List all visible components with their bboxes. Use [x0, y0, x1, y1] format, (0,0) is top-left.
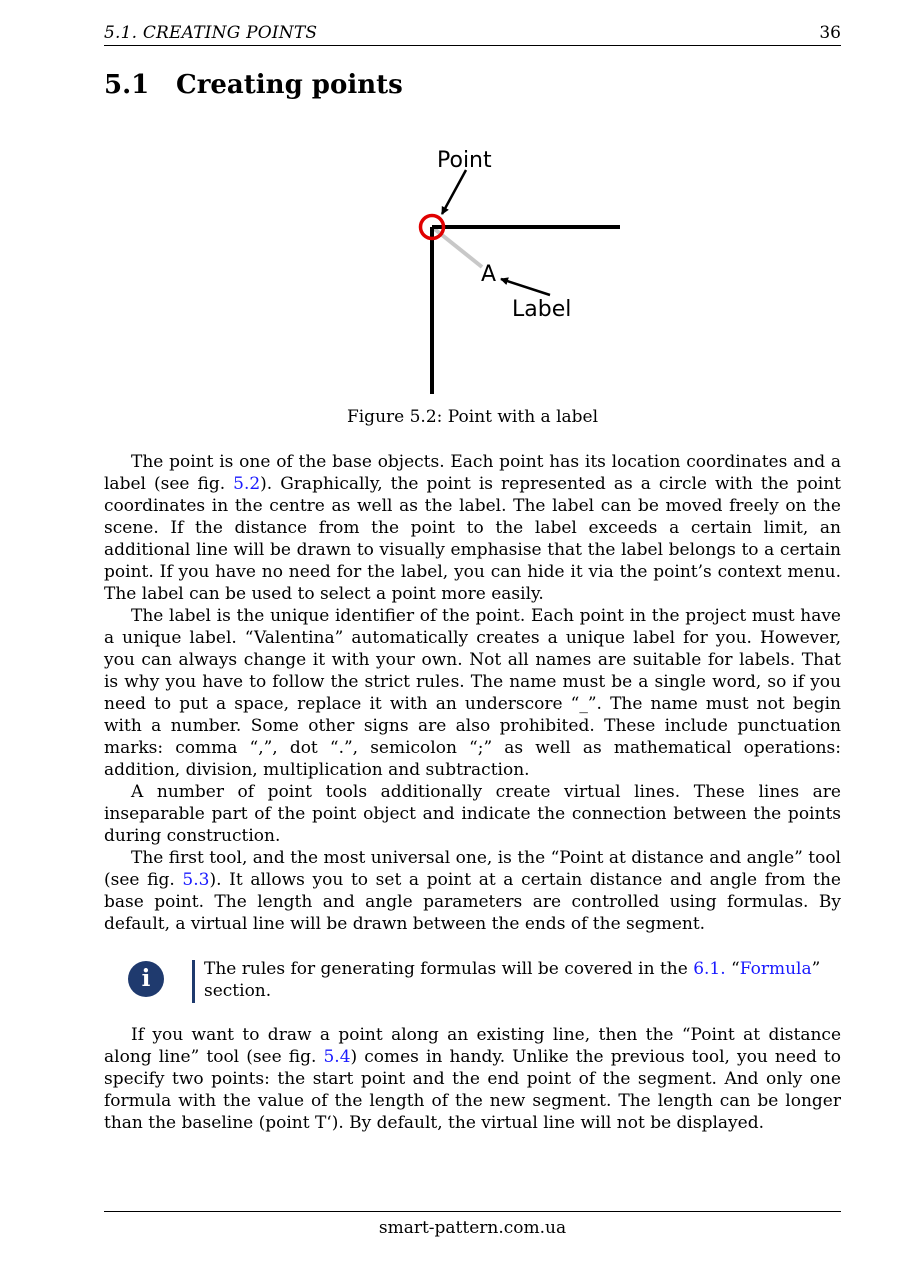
label-connector-line [432, 227, 482, 267]
info-note [104, 958, 841, 1008]
note-accent-bar [192, 960, 195, 1003]
paragraph-1-text-a: The point is one of the base objects. Each point has its location coordinates and a label (see fig. [104, 452, 841, 494]
paragraph-4-text-a: The first tool, and the most universal one, is the “Point at distance and angle” tool (see fig. [104, 848, 841, 890]
paragraph-5-text-a: If you want to draw a point along an existing line, then the “Point at distance along line” tool (see fig. [104, 1025, 841, 1067]
label-caption-text: Label [512, 297, 572, 322]
paragraph-1-text-b: ). Graphically, the point is represented as a circle with the point coordinates in the centre as well as the label. The label can be moved freely on the scene. If the distance from the point to the label exceeds a certain limit, an additional line will be drawn to visually emphasise that the label belongs to a certain point. If you have no need for the label, you can hide it via the point’s context menu. The label can be used to select a point more easily. [104, 474, 841, 604]
section-number: 5.1 [104, 70, 150, 100]
paragraph-4 [104, 847, 841, 935]
figure-caption: Figure 5.2: Point with a label [346, 407, 599, 427]
point-diagram [400, 140, 630, 400]
info-icon: i [128, 961, 164, 997]
label-arrow [501, 279, 550, 295]
document-page [104, 0, 841, 1286]
section-name-link[interactable]: Formula [739, 959, 812, 979]
note-text-a: The rules for generating formulas will be covered in the [204, 959, 694, 979]
note-text-b: ” section. [204, 959, 821, 1001]
page-number: 36 [819, 23, 841, 43]
note-text-mid: “ [725, 959, 740, 979]
point-arrow [442, 170, 466, 214]
figure-reference-link[interactable]: 5.3 [182, 870, 210, 890]
section-title: Creating points [176, 70, 403, 100]
paragraph-5-text-b: ) comes in handy. Unlike the previous tool, you need to specify two points: the start point and the end point of the segment. And only one formula with the value of the length of the new segment. The length can be longer than the baseline (point T‘). By default, the virtual line will not be displayed. [104, 1047, 841, 1133]
paragraph-1 [104, 451, 841, 605]
running-header [104, 22, 841, 44]
point-caption-text: Point [437, 148, 492, 173]
footer-rule [104, 1211, 841, 1212]
body-text-block-1 [104, 451, 841, 935]
paragraph-4-text-b: ). It allows you to set a point at a certain distance and angle from the base point. The length and angle parameters are controlled using formulas. By default, a virtual line will be drawn between the ends of the segment. [104, 870, 841, 934]
header-rule [104, 45, 841, 46]
paragraph-5 [104, 1024, 841, 1134]
footer-site[interactable]: smart-pattern.com.ua [378, 1218, 567, 1238]
section-reference-link[interactable]: 6.1. [693, 959, 726, 979]
figure-reference-link[interactable]: 5.2 [233, 474, 261, 494]
header-section-title: 5.1. CREATING POINTS [104, 23, 318, 43]
body-text-block-2 [104, 1024, 841, 1134]
figure-reference-link[interactable]: 5.4 [323, 1047, 351, 1067]
section-heading [104, 68, 403, 102]
point-name-a: A [481, 262, 497, 287]
paragraph-2: The label is the unique identifier of the point. Each point in the project must have a unique label. “Valentina” automatically creates a unique label for you. However, you can always change it with your own. Not all names are suitable for labels. That is why you have to follow the strict rules. The name must be a single word, so if you need to put a space, replace it with an underscore “_”. The name must not begin with a number. Some other signs are also prohibited. These include punctuation marks: comma “,”, dot “.”, semicolon “;” as well as mathematical operations: addition, division, multiplication and subtraction. [104, 606, 841, 780]
paragraph-3: A number of point tools additionally create virtual lines. These lines are inseparable part of the point object and indicate the connection between the points during construction. [104, 782, 841, 846]
note-text [204, 958, 841, 1002]
